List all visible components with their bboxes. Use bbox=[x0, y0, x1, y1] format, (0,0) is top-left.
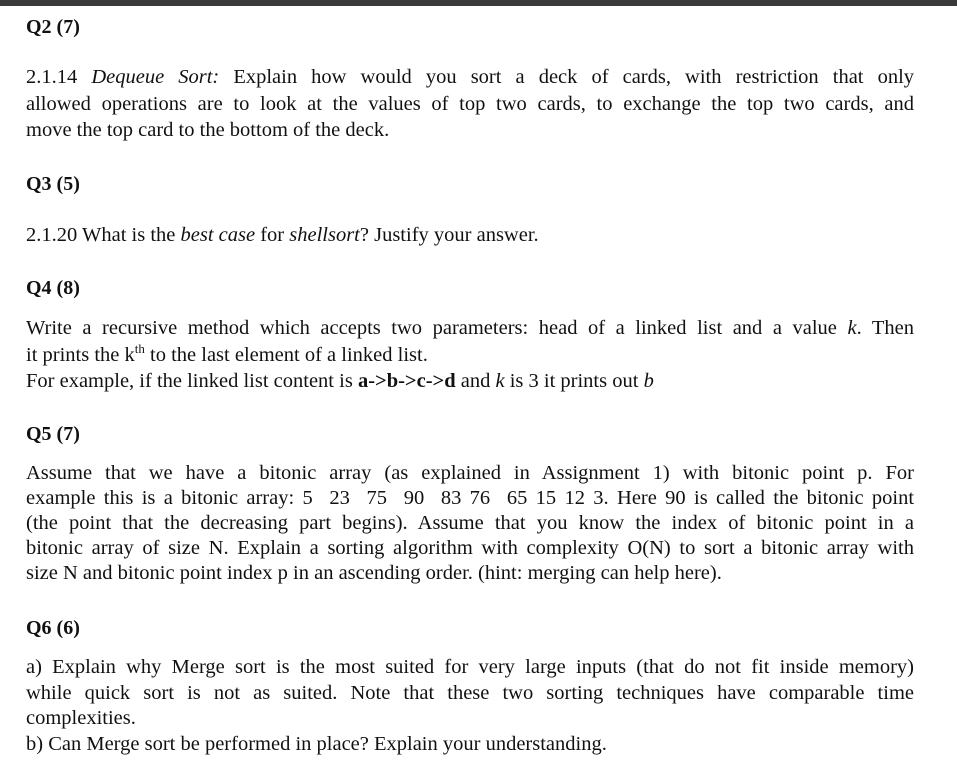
q6-heading: Q6 (6) bbox=[26, 617, 80, 639]
q5-heading: Q5 (7) bbox=[26, 423, 80, 445]
q5-line-5: size N and bitonic point index p in an ascending order. (hint: merging can help here). bbox=[26, 562, 722, 584]
q2-line-1 bbox=[26, 64, 914, 91]
q5-line-2-b: Here 90 is called the bitonic point bbox=[617, 487, 915, 509]
q4-line-1-end: . Then bbox=[856, 317, 915, 339]
q2-body bbox=[26, 64, 914, 144]
q4-line-2-a: it prints the k bbox=[26, 343, 135, 366]
q3-heading: Q3 (5) bbox=[26, 173, 80, 195]
q2-line-3: move the top card to the bottom of the deck. bbox=[26, 119, 390, 141]
q4-line-2-sup: th bbox=[134, 340, 145, 356]
q6-b-line-1: b) Can Merge sort be performed in place? Explain your understanding. bbox=[26, 732, 607, 755]
q4-heading: Q4 (8) bbox=[26, 277, 80, 299]
q2-line-1-text: Explain how would you sort a deck of cards, with restriction that only bbox=[233, 66, 915, 88]
q4-line-2 bbox=[26, 342, 914, 369]
q6-a-line-1: a) Explain why Merge sort is the most suited for very large inputs (that do not fit inside memory) bbox=[26, 656, 914, 678]
q4-example-list: a->b->c->d bbox=[357, 370, 456, 392]
q4-line-3 bbox=[26, 368, 914, 395]
q3-shellsort: shellsort bbox=[289, 224, 360, 246]
q3-text-c: ? Justify your answer. bbox=[359, 224, 539, 246]
q6-a-line-3: complexities. bbox=[26, 707, 136, 729]
q4-line-3-a: For example, if the linked list content is bbox=[26, 370, 353, 392]
q5-line-4: bitonic array of size N. Explain a sorting algorithm with complexity O(N) to sort a bitonic array with bbox=[26, 537, 914, 559]
q5-line-3: (the point that the decreasing part begins). Assume that you know the index of bitonic point in a bbox=[26, 512, 914, 534]
q4-var-k: k bbox=[847, 317, 857, 339]
q4-answer: b bbox=[643, 370, 654, 392]
q3-number: 2.1.20 bbox=[26, 224, 78, 246]
q5-line-2-a: example this is a bitonic array: bbox=[26, 487, 295, 509]
q4-var-k-2: k bbox=[495, 370, 505, 392]
top-border-bar bbox=[0, 0, 957, 6]
q4-line-3-b: and bbox=[460, 370, 491, 392]
q4-line-1-text: Write a recursive method which accepts two parameters: head of a linked list and a value bbox=[26, 317, 837, 339]
q5-array: 5 23 75 90 83 76 65 15 12 3. bbox=[302, 487, 609, 509]
q4-line-2-b: to the last element of a linked list. bbox=[150, 343, 428, 366]
q2-title: Dequeue Sort: bbox=[91, 66, 220, 88]
q3-body bbox=[26, 222, 914, 249]
q3-text-b: for bbox=[260, 224, 285, 246]
q4-line-3-c: is 3 it prints out bbox=[509, 370, 639, 392]
q3-text-a: What is the bbox=[82, 224, 176, 246]
q2-heading: Q2 (7) bbox=[26, 16, 80, 38]
q4-line-1 bbox=[26, 315, 914, 342]
q4-body bbox=[26, 315, 914, 395]
q3-best-case: best case bbox=[180, 224, 256, 246]
q6-body bbox=[26, 655, 914, 757]
q5-body bbox=[26, 461, 914, 586]
q2-number: 2.1.14 bbox=[26, 66, 78, 88]
q5-line-2 bbox=[26, 486, 914, 511]
q6-a-line-2: while quick sort is not as suited. Note that these two sorting techniques have comparable time bbox=[26, 681, 914, 704]
q5-line-1: Assume that we have a bitonic array (as explained in Assignment 1) with bitonic point p. For bbox=[26, 462, 914, 484]
q2-line-2: allowed operations are to look at the values of top two cards, to exchange the top two cards, and bbox=[26, 92, 914, 115]
